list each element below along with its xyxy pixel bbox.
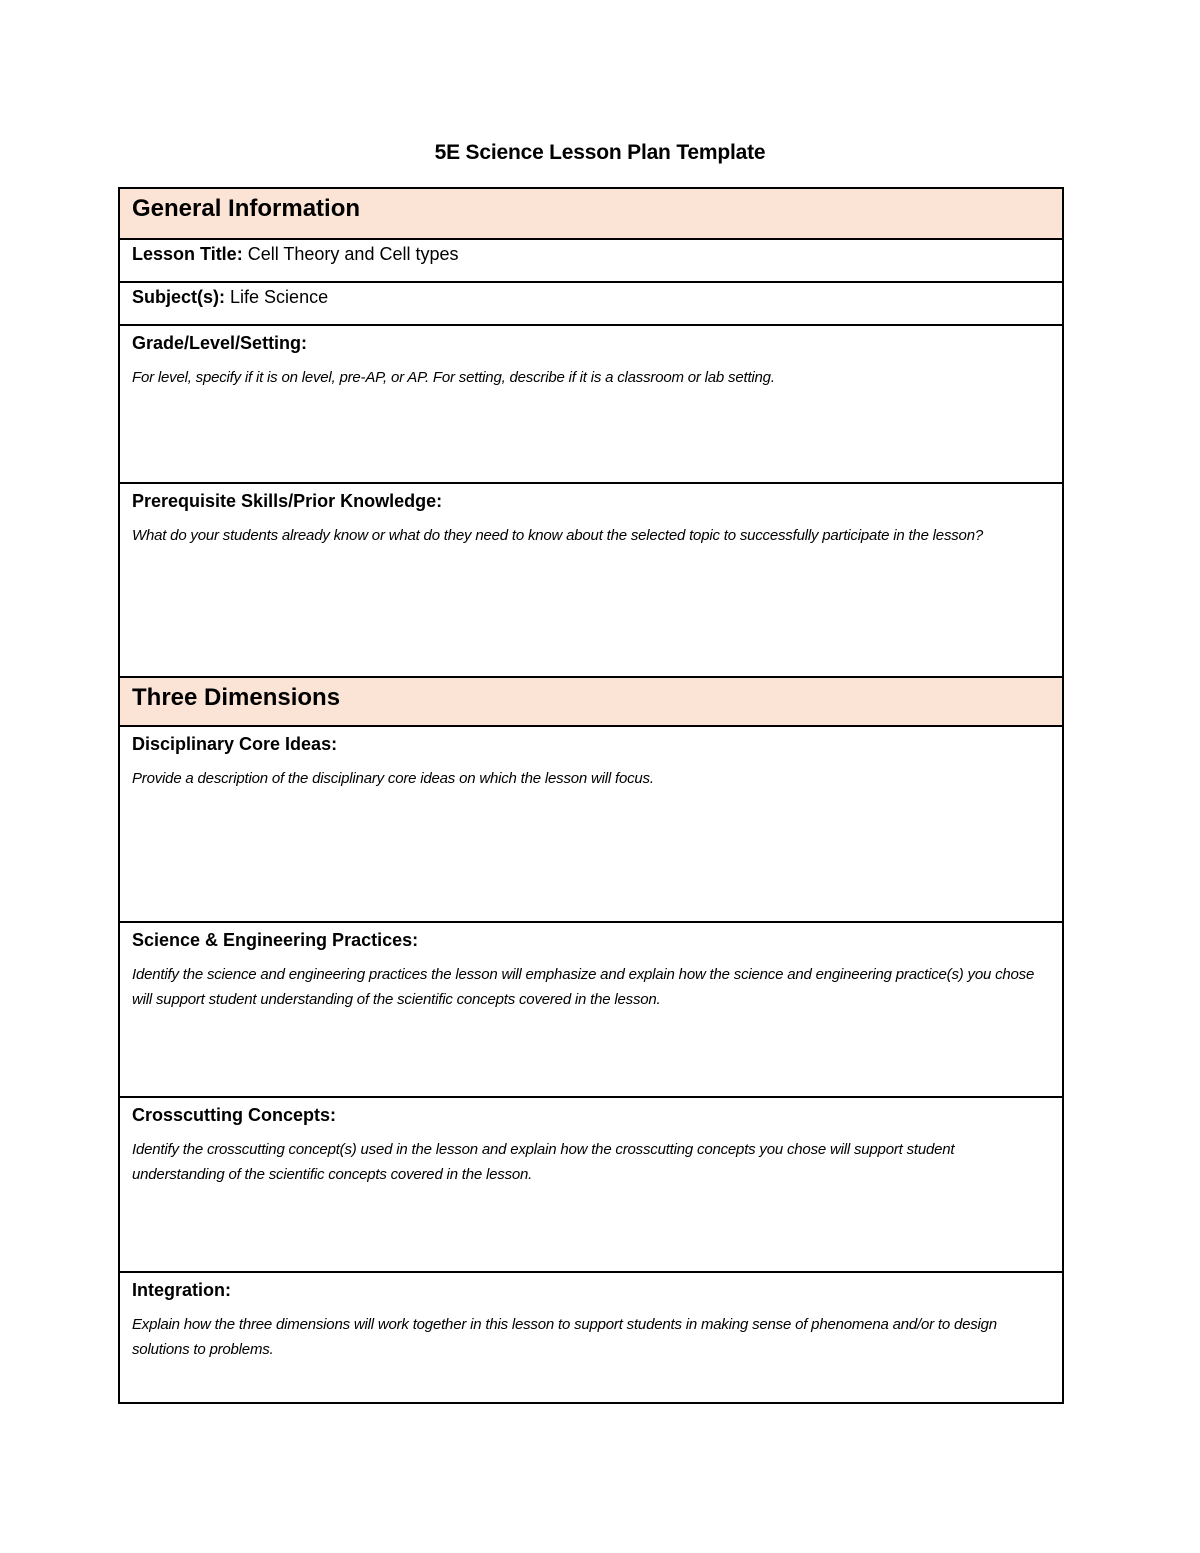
- disciplinary-core-ideas-row[interactable]: [120, 727, 1062, 923]
- crosscutting-concepts-label: Crosscutting Concepts:: [132, 1105, 337, 1125]
- prerequisite-skills-description: What do your students already know or what do they need to know about the selected topic to successfully participate in the lesson?: [132, 527, 983, 544]
- science-engineering-practices-description: Identify the science and engineering practices the lesson will emphasize and explain how the science and engineering practice(s) you chose will support student understanding of the scientific concepts covered in the lesson.: [132, 966, 1035, 1008]
- subjects-label: Subject(s):: [132, 287, 226, 307]
- subjects-row[interactable]: [120, 283, 1062, 326]
- lesson-title-row[interactable]: [120, 240, 1062, 283]
- integration-label: Integration:: [132, 1280, 231, 1300]
- integration-description: Explain how the three dimensions will work together in this lesson to support students in making sense of phenomena and/or to design solutions to problems.: [132, 1316, 997, 1358]
- science-engineering-practices-label: Science & Engineering Practices:: [132, 930, 419, 950]
- prerequisite-skills-label: Prerequisite Skills/Prior Knowledge:: [132, 491, 443, 511]
- crosscutting-concepts-row[interactable]: [120, 1098, 1062, 1273]
- general-information-heading: General Information: [132, 195, 361, 222]
- science-engineering-practices-row[interactable]: [120, 923, 1062, 1098]
- integration-row[interactable]: [120, 1273, 1062, 1402]
- general-information-header: [120, 189, 1062, 240]
- subjects-value[interactable]: Life Science: [230, 287, 329, 307]
- prerequisite-skills-row[interactable]: [120, 484, 1062, 678]
- grade-level-setting-row[interactable]: [120, 326, 1062, 484]
- document-title: 5E Science Lesson Plan Template: [434, 141, 766, 164]
- three-dimensions-header: [120, 678, 1062, 727]
- disciplinary-core-ideas-label: Disciplinary Core Ideas:: [132, 734, 338, 754]
- grade-level-setting-description: For level, specify if it is on level, pre-AP, or AP. For setting, describe if it is a classroom or lab setting.: [132, 369, 775, 386]
- lesson-plan-table: [118, 187, 1064, 1404]
- disciplinary-core-ideas-description: Provide a description of the disciplinary core ideas on which the lesson will focus.: [132, 770, 654, 787]
- lesson-title-value[interactable]: Cell Theory and Cell types: [247, 244, 459, 264]
- crosscutting-concepts-description: Identify the crosscutting concept(s) used in the lesson and explain how the crosscutting concepts you chose will support student understanding of the scientific concepts covered in the lesson.: [132, 1141, 955, 1183]
- grade-level-setting-label: Grade/Level/Setting:: [132, 333, 308, 353]
- lesson-title-label: Lesson Title:: [132, 244, 243, 264]
- three-dimensions-heading: Three Dimensions: [132, 684, 341, 711]
